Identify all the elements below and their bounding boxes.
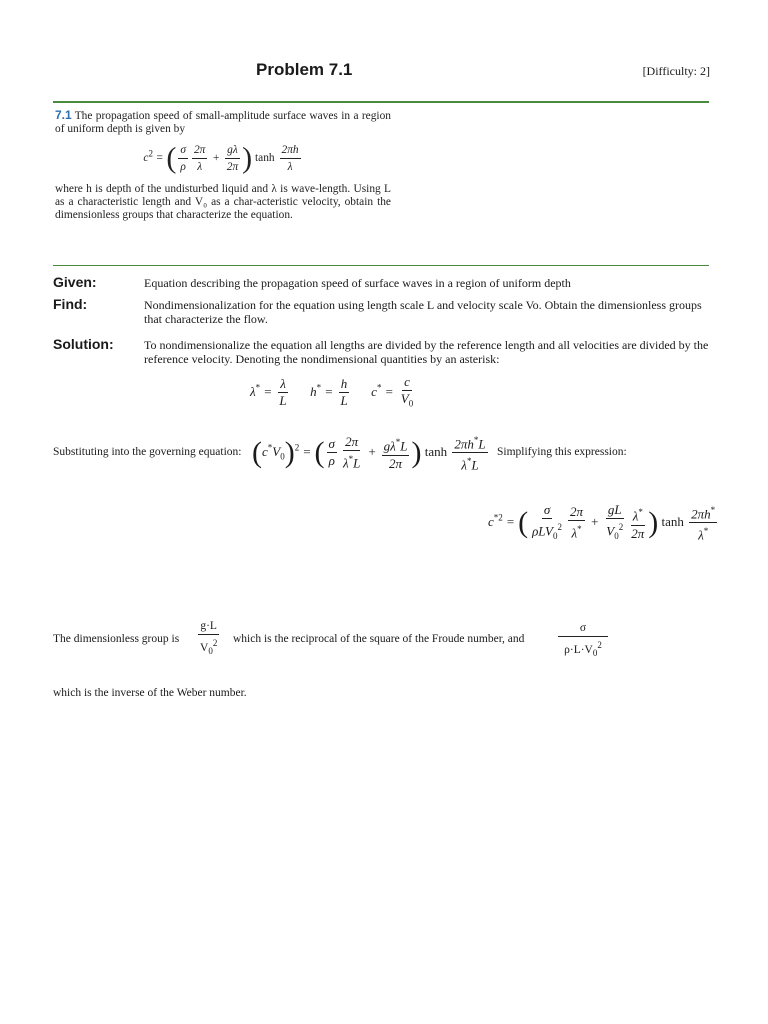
weber-text: which is the inverse of the Weber number.	[53, 687, 247, 699]
find-text: Nondimensionalization for the equation using length scale L and velocity scale Vo. Obtain the dimensionless groups that characterize the flow.	[144, 298, 702, 326]
simplifying-text: Simplifying this expression:	[497, 446, 627, 458]
given-text: Equation describing the propagation speed of surface waves in a region of uniform depth	[144, 276, 571, 290]
problem-statement-lead	[55, 109, 391, 136]
problem-body-text: where h is depth of the undisturbed liquid and λ is wave-length. Using L as a characteristic length and V₀ as a char-acteristic velocity, obtain the dimensionless groups that characterize the equation.	[55, 183, 391, 221]
problem-lead-text: The propagation speed of small-amplitude surface waves in a region of uniform depth is given by	[55, 110, 391, 135]
froude-group: $\frac{g\cdot L}{V_0^2}$	[200, 620, 218, 657]
textbook-excerpt	[55, 109, 391, 222]
weber-group: $\frac{\sigma}{\rho\cdot L\cdot V_0^2}$	[556, 620, 610, 661]
solution-text: To nondimensionalize the equation all lengths are divided by the reference length and all velocities are divided by the reference velocity. Denoting the nondimensional quantities by an asterisk:	[144, 338, 709, 366]
wave-speed-equation: $c^2$ = ( $\frac{\sigma}{\rho}$ $\frac{2\pi}{\lambda}$ + $\frac{g\lambda}{2\pi}$ ) tanh $\frac{2\pi h}{\lambda}$	[143, 141, 299, 175]
given-label: Given:	[53, 274, 97, 290]
group-intro-text: The dimensionless group is	[53, 633, 180, 645]
substituted-equation: $(c^*V_0)^2$ = ( $\frac{\sigma}{\rho}$ $\frac{2\pi}{\lambda^*L}$ + $\frac{g\lambda^*L}{2\pi}$ ) tanh $\frac{2\pi h^*L}{\lambda^*L}$	[252, 432, 490, 474]
simplified-equation: $c^{*2}$ = ( $\frac{\sigma}{\rho LV_0^2}$ $\frac{2\pi}{\lambda^*}$ + $\frac{gL}{V_0^2}$ $\frac{\lambda^*}{2\pi}$ ) tanh $\frac{2\pi h^*}{\lambda^*}$	[488, 502, 716, 543]
problem-number: 7.1	[55, 108, 72, 122]
substituting-text: Substituting into the governing equation:	[53, 446, 242, 458]
froude-text: which is the reciprocal of the square of the Froude number, and	[233, 633, 525, 645]
top-divider	[53, 101, 709, 103]
find-label: Find:	[53, 296, 88, 312]
nondimensional-definitions: λ* = $\frac{\lambda}{L}$ h* = $\frac{h}{L}$ c* = $\frac{c}{V_0}$	[250, 374, 414, 409]
page-title: Problem 7.1	[256, 60, 353, 79]
bottom-divider	[53, 265, 709, 266]
difficulty-label: [Difficulty: 2]	[642, 64, 710, 78]
solution-label: Solution:	[53, 336, 114, 352]
